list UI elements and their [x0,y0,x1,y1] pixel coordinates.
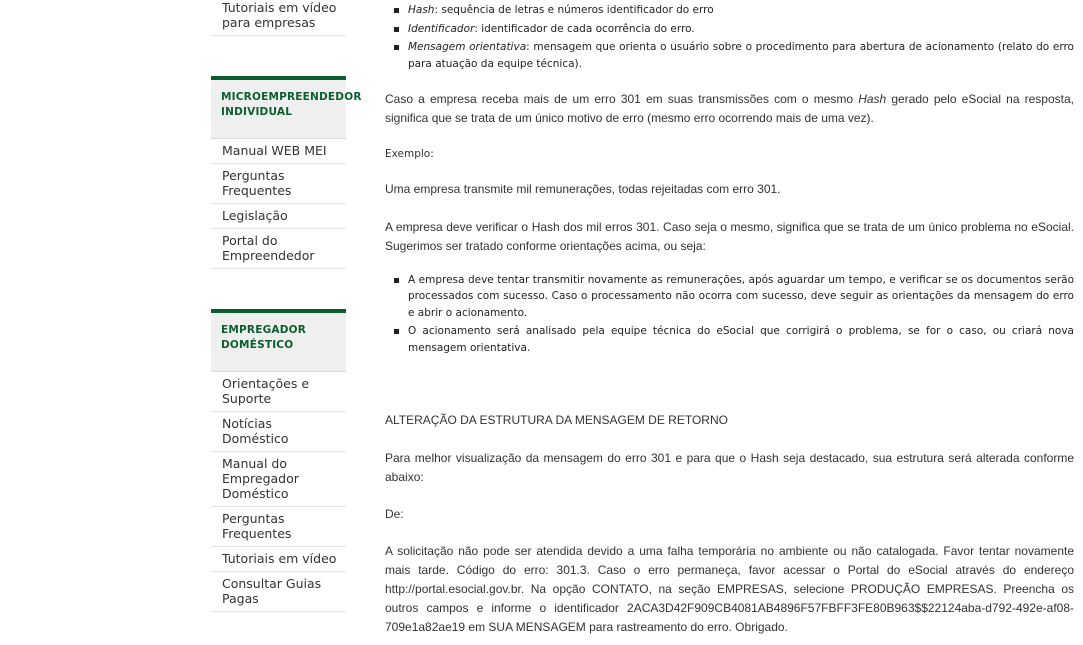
sidebar-link-perguntas-frequentes-mei[interactable]: Perguntas Frequentes [211,164,346,204]
sidebar-link-consultar-guias-pagas[interactable]: Consultar Guias Pagas [211,572,346,612]
definition-term: Mensagem orientativa [408,41,527,53]
sidebar-link-tutoriais-empresas[interactable]: Tutoriais em vídeo para empresas [211,0,346,36]
section-header-mei: MICROEMPREENDEDOR INDIVIDUAL [211,76,346,139]
sidebar-link-tutoriais-video[interactable]: Tutoriais em vídeo [211,547,346,572]
definition-item [408,21,1074,38]
sidebar-link-portal-empreendedor[interactable]: Portal do Empreendedor [211,229,346,269]
error-message-example: A solicitação não pode ser atendida devido a uma falha temporária no ambiente ou não catalogada. Favor tentar novamente mais tarde. Código do erro: 301.3. Caso o erro permaneça, favor acessar o Portal do eSocial através do endereço http://portal.esocial.gov.br. Na opção CONTATO, na seção EMPRESAS, selecione PRODUÇÃO EMPRESAS. Preencha os outros campos e informe o identificador 2ACA3D42F909CB4081AB4896F57FBFF3FE80B963$$22124aba-d792-492e-af08-709e1a82ae19 em SUA MENSAGEM para rastreamento do erro. Obrigado. [385,544,1074,634]
sidebar-link-orientacoes-suporte[interactable]: Orientações e Suporte [211,372,346,412]
definition-term: Hash [408,4,435,16]
paragraph: Para melhor visualização da mensagem do erro 301 e para que o Hash seja destacado, sua estrutura será alterada conforme abaixo: [385,451,1074,484]
definition-term: Identificador [408,22,475,35]
example-label: Exemplo: [385,148,434,160]
sidebar-link-manual-empregador-domestico[interactable]: Manual do Empregador Doméstico [211,452,346,507]
bullet-item: O acionamento será analisado pela equipe técnica do eSocial que corrigirá o problema, se for o caso, ou criará nova mensagem orientativa. [408,323,1074,356]
sidebar-link-manual-web-mei[interactable]: Manual WEB MEI [211,139,346,164]
definition-item [408,39,1074,72]
section-title: ALTERAÇÃO DA ESTRUTURA DA MENSAGEM DE RETORNO [385,413,728,427]
bullet-list [385,272,1074,357]
definition-text: : identificador de cada ocorrência do erro. [474,22,695,35]
definition-item [408,2,1074,19]
sidebar-link-perguntas-frequentes-domestico[interactable]: Perguntas Frequentes [211,507,346,547]
paragraph [385,90,1074,128]
paragraph-text: gerado pelo eSocial na resposta, significa que se trata de um único motivo de erro (mesmo erro ocorrendo mais de uma vez). [385,92,1074,125]
paragraph-text: Caso a empresa receba mais de um erro 301 em suas transmissões com o mesmo [385,92,859,106]
sidebar [211,0,362,612]
paragraph: Uma empresa transmite mil remunerações, todas rejeitadas com erro 301. [385,181,781,196]
sidebar-link-noticias-domestico[interactable]: Notícias Doméstico [211,412,346,452]
from-label: De: [385,507,404,521]
definition-text: : mensagem que orienta o usuário sobre o procedimento para abertura de acionamento (relato do erro para atuação da equipe técnica). [408,41,1074,70]
paragraph: A empresa deve verificar o Hash dos mil erros 301. Caso seja o mesmo, significa que se trata de um único problema no eSocial. Sugerimos ser tratado conforme orientações acima, ou seja: [385,219,1074,253]
definition-text: : sequência de letras e números identificador do erro [434,4,714,16]
definition-list [385,2,1074,72]
bullet-item: A empresa deve tentar transmitir novamente as remunerações, após aguardar um tempo, e verificar se os documentos serão processados com sucesso. Caso o processamento não ocorra com sucesso, deve seguir as orientações da mensagem do erro e abrir o acionamento. [408,272,1074,322]
sidebar-link-legislacao[interactable]: Legislação [211,204,346,229]
paragraph-emphasis: Hash [858,92,887,106]
article-content [385,0,1074,637]
section-header-domestico: EMPREGADOR DOMÉSTICO [211,309,346,372]
